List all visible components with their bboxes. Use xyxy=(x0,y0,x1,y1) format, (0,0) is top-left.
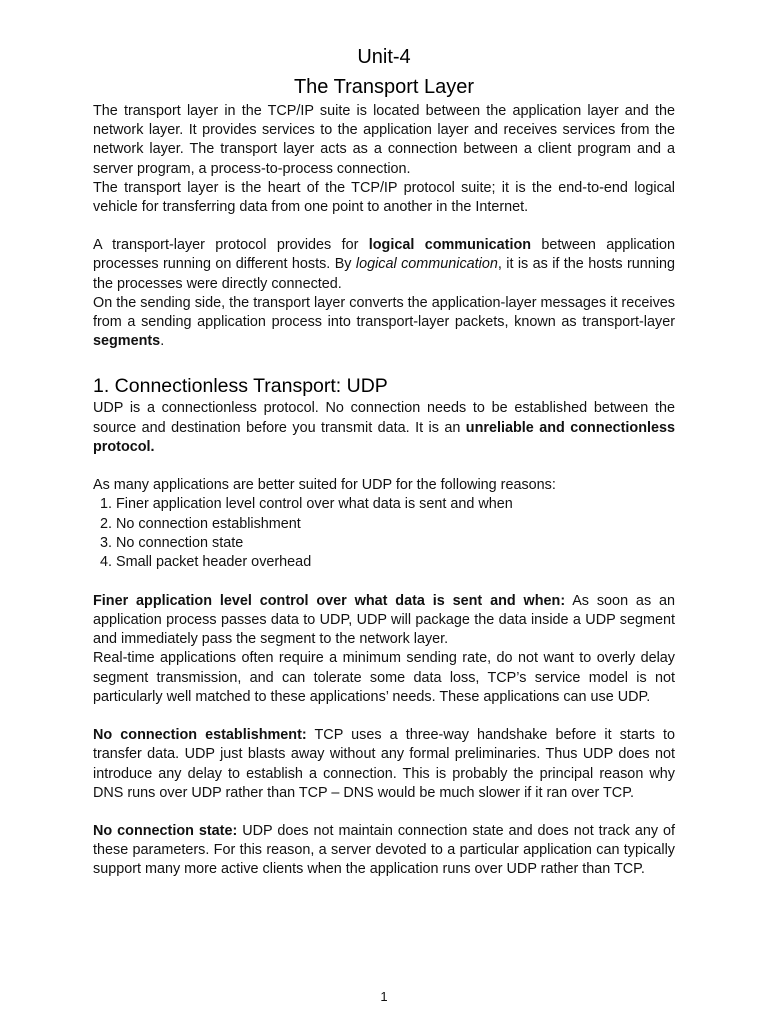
finer-control-paragraph: Finer application level control over what data is sent and when: As soon as an application process passes data to UDP, UDP will package the data inside a UDP segment and immediately pass the segment to the network layer. xyxy=(93,592,676,648)
udp-paragraph-1: UDP is a connectionless protocol. No connection needs to be established between the source and destination before you transmit data. It is an unreliable and connectionless protocol. xyxy=(93,400,675,455)
intro-paragraph-4: On the sending side, the transport layer converts the application-layer messages it receives from a sending application process into transport-layer packets, known as transport-layer segments. xyxy=(93,294,675,350)
no-connection-establishment-paragraph: No connection establishment: TCP uses a three-way handshake before it starts to transfer data. UDP just blasts away without any formal preliminaries. Thus UDP does not introduce any delay to establish a connection. This is probably the principal reason why DNS runs over UDP rather than TCP – DNS would be much slower if it ran over TCP. xyxy=(93,727,675,801)
reasons-intro: As many applications are better suited for UDP for the following reasons: xyxy=(93,477,556,494)
realtime-paragraph: Real-time applications often require a minimum sending rate, do not want to overly delay segment transmission, and can tolerate some data loss, TCP’s service model is not particularly well matched to these applications’ needs. These applications can use UDP. xyxy=(93,650,675,705)
segments-term: segments xyxy=(93,333,161,350)
page-title: The Transport Layer xyxy=(293,76,475,98)
intro-paragraph-1: The transport layer in the TCP/IP suite is located between the application layer and the network layer. It provides services to the application layer and receives services from the network layer. The transport layer acts as a connection between a client program and a server program, a process-to-process connection. xyxy=(93,103,675,177)
intro-paragraph-2: The transport layer is the heart of the TCP/IP protocol suite; it is the end-to-end logical vehicle for transferring data from one point to another in the Internet. xyxy=(93,179,675,216)
no-connection-state-label: No connection state: xyxy=(93,822,238,839)
finer-control-label: Finer application level control over what data is sent and when: xyxy=(93,592,566,609)
no-connection-state-paragraph: No connection state: UDP does not maintain connection state and does not track any of these parameters. For this reason, a server devoted to a particular application can typically support many more active clients when the application runs over UDP rather than TCP. xyxy=(93,822,675,878)
list-item: 3. No connection state xyxy=(116,534,675,553)
logical-communication-italic: logical communication xyxy=(355,256,498,273)
unit-title: Unit-4 xyxy=(357,46,411,68)
reasons-list xyxy=(93,495,675,573)
page-number: 1 xyxy=(380,989,388,1004)
list-item: 4. Small packet header overhead xyxy=(116,553,675,572)
no-connection-establishment-label: No connection establishment: xyxy=(93,727,307,744)
logical-communication-term: logical communication xyxy=(368,237,532,254)
section-heading-udp: 1. Connectionless Transport: UDP xyxy=(93,375,388,398)
intro-paragraph-3: A transport-layer protocol provides for logical communication between application processes running on different hosts. By logical communication, it is as if the hosts running the processes were directly connected. xyxy=(93,237,675,292)
list-item: 1. Finer application level control over what data is sent and when xyxy=(116,495,675,514)
list-item: 2. No connection establishment xyxy=(116,515,675,534)
unreliable-term: unreliable and connectionless protocol. xyxy=(93,419,675,455)
